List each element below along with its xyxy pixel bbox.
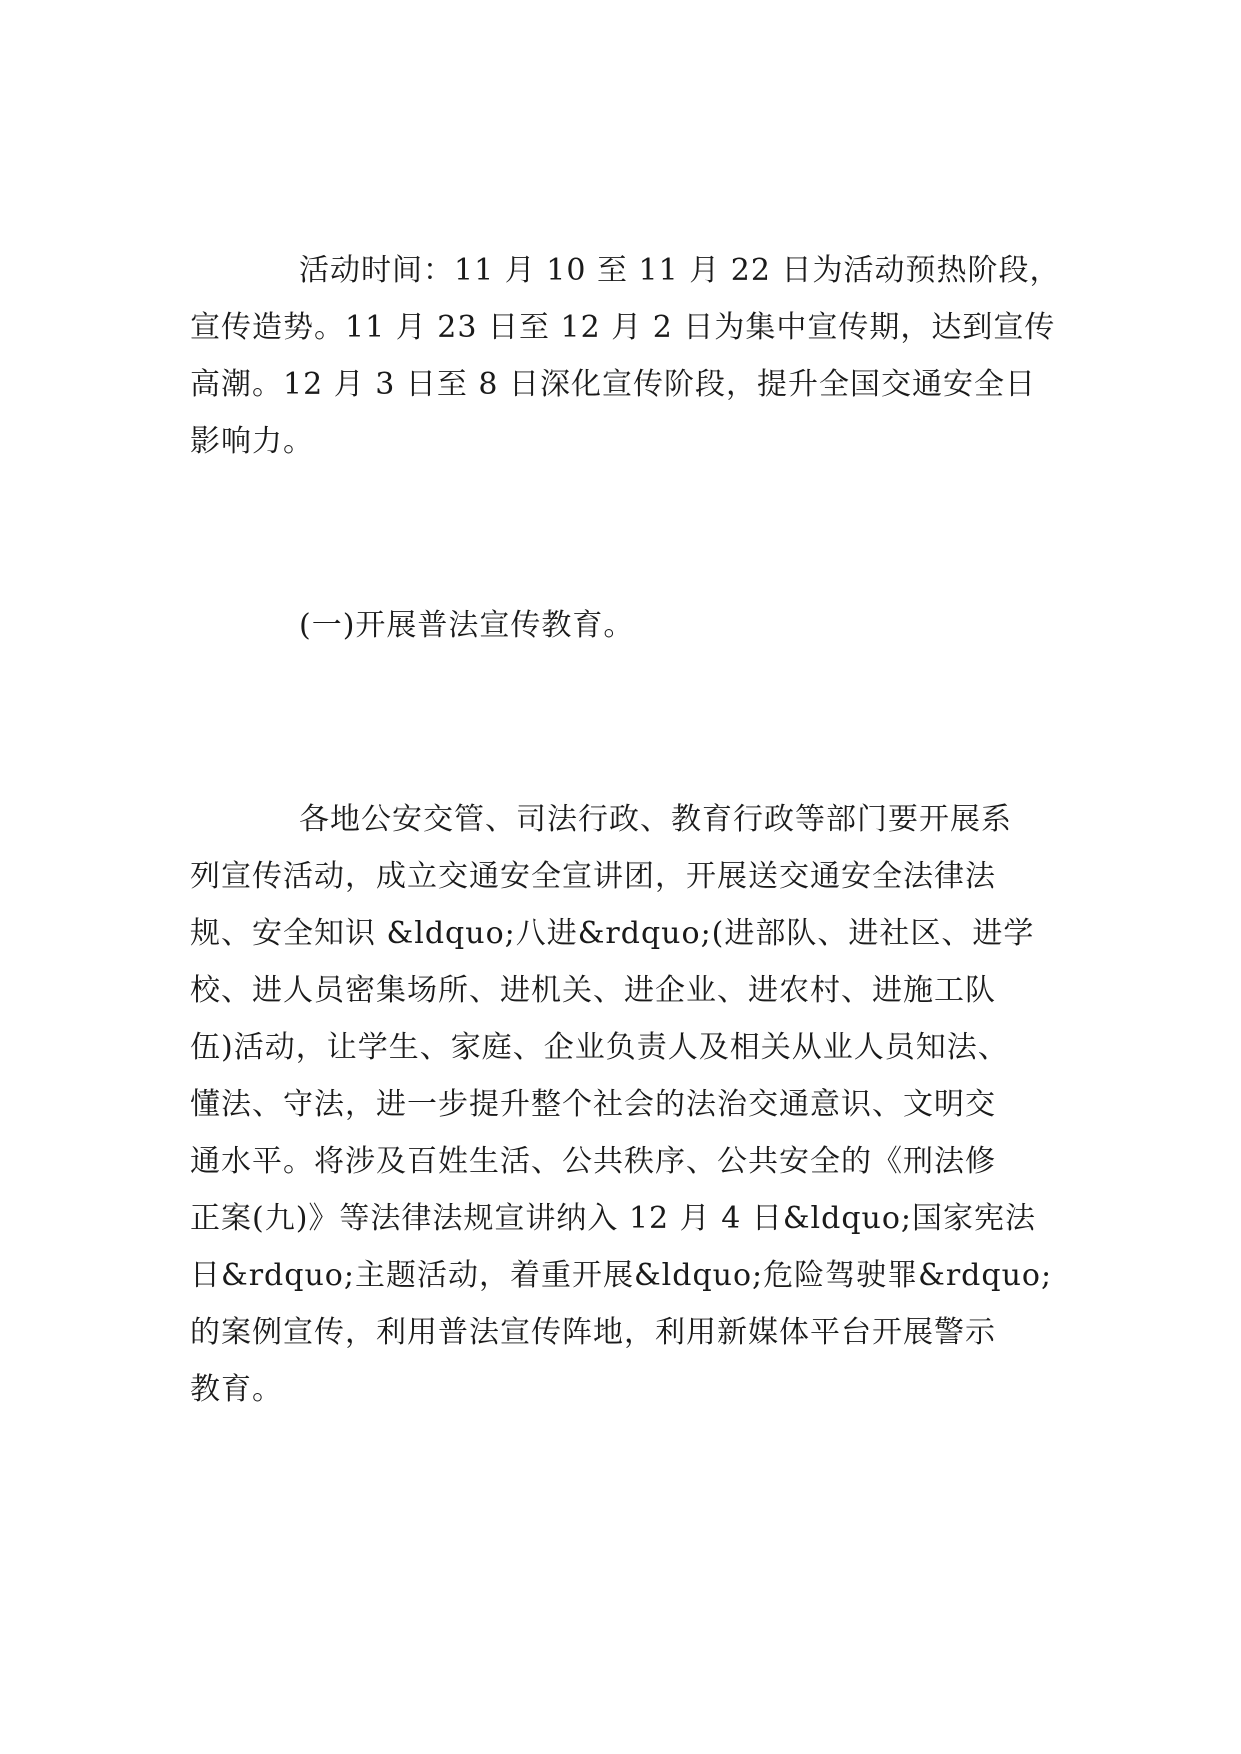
paragraph-2-line-5: 伍)活动，让学生、家庭、企业负责人及相关从业人员知法、 bbox=[190, 1030, 1009, 1065]
paragraph-2-line-1: 各地公安交管、司法行政、教育行政等部门要开展系 bbox=[299, 802, 1012, 837]
paragraph-2-line-6: 懂法、守法，进一步提升整个社会的法治交通意识、文明交 bbox=[190, 1087, 996, 1122]
paragraph-1-line-2: 宣传造势。11 月 23 日至 12 月 2 日为集中宣传期，达到宣传 bbox=[190, 310, 1056, 345]
section-heading: (一)开展普法宣传教育。 bbox=[299, 608, 635, 643]
paragraph-2-line-4: 校、进人员密集场所、进机关、进企业、进农村、进施工队 bbox=[190, 973, 996, 1008]
paragraph-2-line-11: 教育。 bbox=[190, 1372, 283, 1407]
paragraph-2-line-10: 的案例宣传，利用普法宣传阵地，利用新媒体平台开展警示 bbox=[190, 1315, 996, 1350]
paragraph-1-line-4: 影响力。 bbox=[190, 424, 314, 459]
paragraph-2-line-9: 日&rdquo;主题活动，着重开展&ldquo;危险驾驶罪&rdquo; bbox=[190, 1258, 1053, 1293]
paragraph-1-line-1: 活动时间：11 月 10 至 11 月 22 日为活动预热阶段， bbox=[299, 253, 1061, 288]
paragraph-2-line-7: 通水平。将涉及百姓生活、公共秩序、公共安全的《刑法修 bbox=[190, 1144, 996, 1179]
paragraph-2-line-8: 正案(九)》等法律法规宣讲纳入 12 月 4 日&ldquo;国家宪法 bbox=[190, 1201, 1037, 1236]
paragraph-2-line-3: 规、安全知识 &ldquo;八进&rdquo;(进部队、进社区、进学 bbox=[190, 916, 1035, 951]
paragraph-1-line-3: 高潮。12 月 3 日至 8 日深化宣传阶段，提升全国交通安全日 bbox=[190, 367, 1037, 402]
paragraph-2-line-2: 列宣传活动，成立交通安全宣讲团，开展送交通安全法律法 bbox=[190, 859, 996, 894]
